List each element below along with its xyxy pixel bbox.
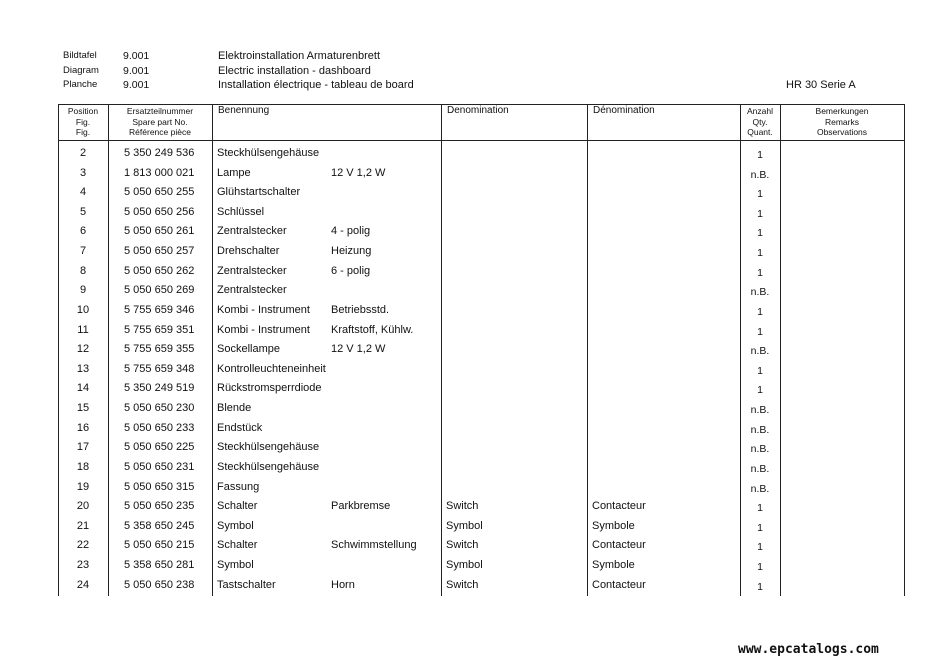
diagram-number: 9.001	[123, 50, 150, 62]
row-specification: 6 - polig	[331, 264, 371, 277]
row-part-number: 5 050 650 257	[124, 245, 195, 258]
table-header-divider	[58, 140, 904, 141]
row-benennung: Endstück	[217, 421, 263, 434]
row-part-number: 5 050 650 235	[124, 500, 195, 513]
row-part-number: 5 050 650 315	[124, 480, 195, 493]
table-row	[58, 461, 904, 481]
row-denomination: Switch	[446, 578, 479, 591]
row-quantity: 1	[757, 207, 763, 220]
row-specification: 12 V 1,2 W	[331, 343, 386, 356]
table-row	[58, 500, 904, 520]
row-benennung: Zentralstecker	[217, 225, 287, 238]
label-planche: Planche	[63, 79, 98, 90]
table-row	[58, 265, 904, 285]
model-series: HR 30 Serie A	[786, 79, 856, 91]
row-specification: Parkbremse	[331, 500, 391, 513]
row-benennung: Steckhülsengehäuse	[217, 441, 320, 454]
row-quantity: 1	[757, 561, 763, 574]
row-part-number: 5 050 650 262	[124, 264, 195, 277]
row-quantity: 1	[757, 384, 763, 397]
table-row	[58, 147, 904, 167]
row-part-number: 5 050 650 231	[124, 460, 195, 473]
row-specification: Heizung	[331, 245, 372, 258]
row-position: 11	[77, 323, 89, 336]
row-benennung: Zentralstecker	[217, 284, 287, 297]
row-quantity: 1	[757, 325, 763, 338]
row-denomination: Switch	[446, 539, 479, 552]
row-position: 7	[79, 245, 87, 258]
row-benennung: Fassung	[217, 480, 260, 493]
col-header-denomination-fr: Dénomination	[593, 105, 655, 116]
row-benennung: Rückstromsperrdiode	[217, 382, 322, 395]
row-quantity: 1	[757, 580, 763, 593]
row-specification: 4 - polig	[331, 225, 371, 238]
row-part-number: 1 813 000 021	[124, 166, 195, 179]
table-row	[58, 559, 904, 579]
diagram-number: 9.001	[123, 64, 150, 77]
table-row	[58, 441, 904, 461]
row-quantity: 1	[757, 502, 763, 515]
row-position: 5	[79, 205, 87, 218]
diagram-labels	[63, 49, 99, 93]
col-header-remarks: Bemerkungen Remarks Observations	[815, 106, 869, 137]
row-part-number: 5 050 650 225	[124, 441, 195, 454]
row-part-number: 5 755 659 355	[124, 343, 195, 356]
row-benennung: Drehschalter	[217, 245, 280, 258]
row-benennung: Schalter	[217, 500, 258, 513]
row-benennung: Blende	[217, 402, 252, 415]
table-row	[58, 343, 904, 363]
row-benennung: Steckhülsengehäuse	[217, 460, 320, 473]
table-row	[58, 363, 904, 383]
table-row	[58, 382, 904, 402]
row-benennung: Zentralstecker	[217, 264, 287, 277]
row-position: 12	[76, 343, 90, 356]
row-quantity: 1	[757, 541, 763, 554]
title-de: Elektroinstallation Armaturenbrett	[218, 50, 381, 62]
row-part-number: 5 350 249 519	[124, 382, 195, 395]
row-position: 13	[76, 362, 90, 375]
row-part-number: 5 755 659 346	[124, 303, 195, 316]
table-row	[58, 481, 904, 501]
title-fr: Installation électrique - tableau de board	[218, 79, 414, 91]
row-part-number: 5 358 650 245	[124, 519, 195, 532]
diagram-titles	[218, 49, 414, 93]
row-position: 6	[79, 225, 87, 238]
row-position: 16	[76, 421, 90, 434]
row-part-number: 5 358 650 281	[124, 559, 195, 572]
row-quantity: 1	[757, 521, 763, 534]
row-position: 20	[76, 500, 90, 513]
row-benennung: Sockellampe	[217, 343, 280, 356]
row-quantity: 1	[757, 149, 763, 161]
table-row	[58, 245, 904, 265]
row-quantity: n.B.	[750, 443, 770, 456]
row-quantity: 1	[757, 188, 763, 201]
row-quantity: n.B.	[750, 462, 770, 475]
col-header-position: Position Fig. Fig.	[67, 106, 99, 137]
table-row	[58, 206, 904, 226]
row-position: 19	[76, 480, 90, 493]
col-header-denomination: Denomination	[447, 105, 509, 116]
table-row	[58, 186, 904, 206]
row-benennung: Lampe	[217, 166, 251, 179]
row-quantity: 1	[757, 266, 763, 279]
footer-url: www.epcatalogs.com	[738, 642, 879, 657]
row-denomination-fr: Contacteur	[592, 539, 646, 552]
table-row	[58, 304, 904, 324]
row-part-number: 5 050 650 255	[124, 186, 195, 199]
row-benennung: Kombi - Instrument	[217, 303, 310, 316]
table-row	[58, 422, 904, 442]
table-row	[58, 539, 904, 559]
row-part-number: 5 050 650 233	[124, 421, 195, 434]
row-quantity: 1	[757, 227, 763, 240]
row-denomination-fr: Contacteur	[592, 500, 646, 513]
row-position: 23	[76, 559, 90, 572]
row-position: 22	[76, 539, 90, 552]
row-quantity: n.B.	[750, 286, 770, 299]
row-position: 8	[79, 264, 87, 277]
row-benennung: Symbol	[217, 519, 254, 532]
row-part-number: 5 050 650 230	[124, 402, 195, 415]
table-row	[58, 225, 904, 245]
row-position: 18	[76, 460, 90, 473]
row-position: 14	[76, 382, 90, 395]
row-quantity: n.B.	[750, 404, 770, 417]
row-position: 9	[79, 284, 87, 297]
row-position: 15	[76, 402, 90, 415]
row-benennung: Kombi - Instrument	[217, 323, 310, 336]
row-position: 3	[79, 166, 87, 179]
row-quantity: n.B.	[750, 482, 770, 495]
parts-table	[58, 104, 904, 596]
row-specification: Horn	[331, 578, 355, 591]
row-specification: Kraftstoff, Kühlw.	[331, 323, 414, 336]
row-position: 4	[79, 186, 87, 199]
col-header-part-number: Ersatzteilnummer Spare part No. Référence pièce	[126, 106, 194, 137]
table-row	[58, 324, 904, 344]
row-specification: 12 V 1,2 W	[331, 166, 386, 179]
row-denomination: Switch	[446, 500, 479, 513]
row-position: 2	[79, 147, 87, 159]
row-quantity: n.B.	[750, 423, 770, 436]
row-benennung: Tastschalter	[217, 578, 276, 591]
row-part-number: 5 755 659 348	[124, 362, 195, 375]
row-quantity: 1	[757, 364, 763, 377]
col-header-benennung: Benennung	[218, 105, 270, 116]
row-benennung: Symbol	[217, 559, 254, 572]
table-row	[58, 402, 904, 422]
table-row	[58, 284, 904, 304]
row-benennung: Schlüssel	[217, 205, 265, 218]
row-denomination: Symbol	[446, 519, 483, 532]
row-part-number: 5 755 659 351	[124, 323, 195, 336]
col-header-quantity: Anzahl Qty. Quant.	[747, 106, 773, 137]
row-part-number: 5 050 650 269	[124, 284, 195, 297]
table-row	[58, 520, 904, 540]
table-row	[58, 579, 904, 599]
title-en: Electric installation - dashboard	[218, 64, 371, 77]
row-benennung: Schalter	[217, 539, 258, 552]
row-specification: Betriebsstd.	[331, 303, 390, 316]
row-quantity: n.B.	[750, 168, 770, 181]
row-denomination: Symbol	[446, 559, 483, 572]
row-denomination-fr: Contacteur	[592, 578, 646, 591]
row-benennung: Steckhülsengehäuse	[217, 147, 320, 159]
table-row	[58, 167, 904, 187]
row-part-number: 5 050 650 261	[124, 225, 195, 238]
row-position: 10	[76, 303, 90, 316]
row-quantity: n.B.	[750, 345, 770, 358]
row-benennung: Kontrolleuchteneinheit	[217, 362, 326, 375]
row-specification: Schwimmstellung	[331, 539, 417, 552]
row-quantity: 1	[757, 247, 763, 260]
row-position: 24	[76, 578, 90, 591]
row-position: 17	[76, 441, 90, 454]
row-position: 21	[76, 519, 90, 532]
row-denomination-fr: Symbole	[592, 559, 635, 572]
row-part-number: 5 050 650 238	[124, 578, 195, 591]
label-bildtafel: Bildtafel	[63, 50, 97, 61]
column-divider	[904, 104, 905, 596]
row-part-number: 5 050 650 215	[124, 539, 195, 552]
row-part-number: 5 350 249 536	[124, 147, 195, 159]
row-part-number: 5 050 650 256	[124, 205, 195, 218]
row-denomination-fr: Symbole	[592, 519, 635, 532]
row-quantity: 1	[757, 305, 763, 318]
diagram-number: 9.001	[123, 79, 150, 91]
diagram-numbers	[123, 49, 149, 93]
label-diagram: Diagram	[63, 64, 99, 76]
row-benennung: Glühstartschalter	[217, 186, 301, 199]
